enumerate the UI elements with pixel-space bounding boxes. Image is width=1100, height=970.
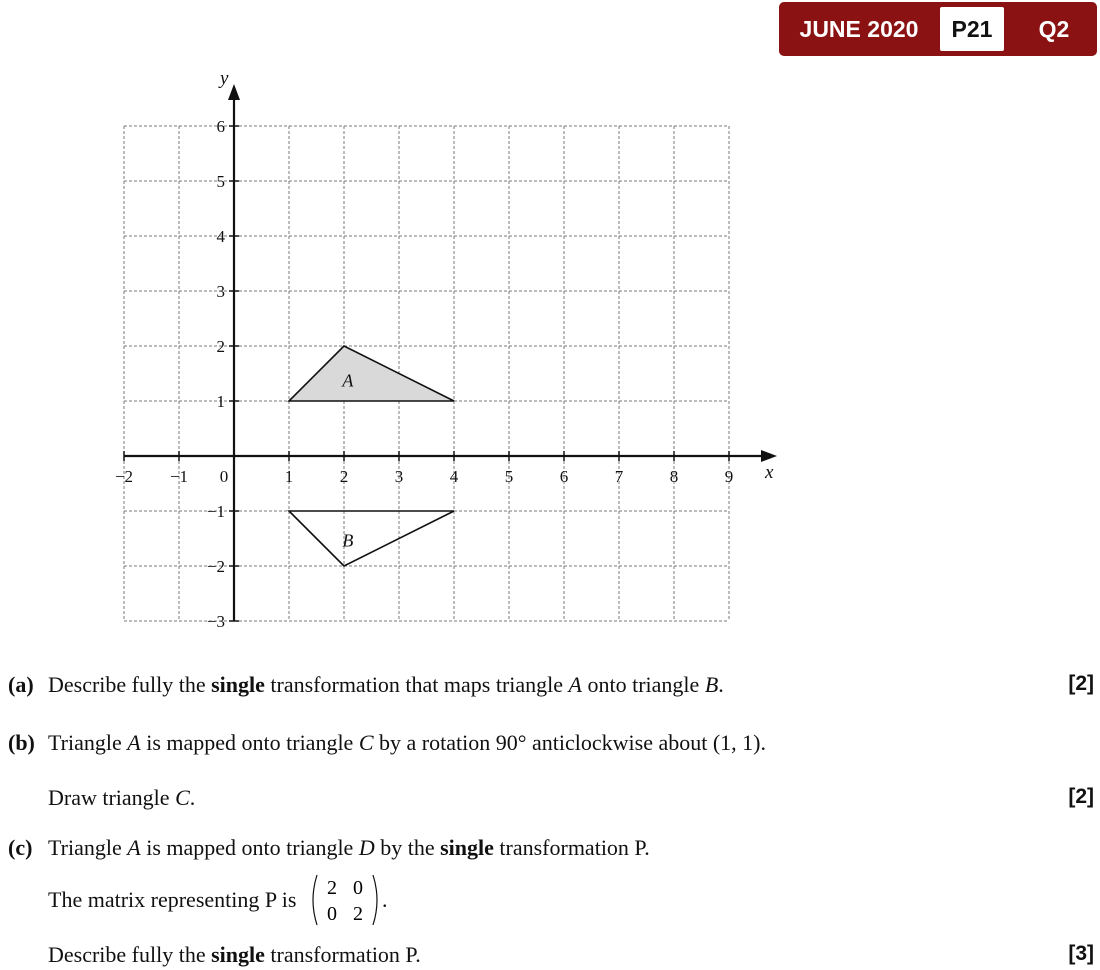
part-a-label: (a) [8,672,34,697]
coordinate-grid [0,0,800,640]
matrix-entry: 0 [352,877,363,899]
y-tick-label: 3 [216,282,225,301]
y-tick-label: 1 [216,392,225,411]
x-axis-arrow [761,450,777,462]
part-a-marks: [2] [1068,672,1094,695]
triangle-b [289,511,454,566]
y-tick-label: −3 [206,612,225,631]
triangle-b-label: B [342,530,354,551]
x-tick-label: 5 [504,467,514,486]
part-b-instruction: Draw triangle C. [48,785,196,810]
paper-number: P21 [940,7,1004,51]
y-tick-label: −2 [206,557,225,576]
x-tick-label: −2 [114,467,134,486]
transformation-matrix [308,872,382,928]
x-tick-label: 2 [339,467,349,486]
part-b-text: Triangle A is mapped onto triangle C by a rotation 90° anticlockwise about (1, 1). [48,730,766,755]
part-c-label: (c) [8,835,33,860]
matrix-entry: 2 [352,903,363,925]
part-b-marks: [2] [1068,785,1094,808]
x-tick-label: 0 [219,467,229,486]
x-axis-label: x [765,462,774,483]
part-a-text: Describe fully the single transformation that maps triangle A onto triangle B. [48,672,724,697]
triangle-a [289,346,454,401]
y-tick-label: 6 [216,117,225,136]
matrix-entry: 0 [326,903,337,925]
x-tick-label: 1 [284,467,294,486]
x-tick-label: 6 [559,467,569,486]
y-tick-label: 5 [216,172,225,191]
x-tick-label: −1 [169,467,189,486]
y-tick-label: 2 [216,337,225,356]
x-tick-label: 7 [614,467,624,486]
y-tick-label: −1 [206,502,225,521]
part-c-matrix-line: The matrix representing P is 2 0 0 2 . [48,872,387,928]
part-b-label: (b) [8,730,35,755]
y-axis-label: y [220,68,229,89]
exam-session: JUNE 2020 [799,16,919,42]
x-tick-label: 3 [394,467,404,486]
y-axis-arrow [228,84,240,100]
triangle-a-label: A [342,370,354,391]
exam-reference-badge [779,2,1097,56]
part-c-marks: [3] [1068,942,1094,965]
question-number: Q2 [1038,16,1070,42]
matrix-entry: 2 [326,877,337,899]
x-tick-label: 4 [449,467,459,486]
x-tick-label: 9 [724,467,734,486]
y-tick-label: 4 [216,227,225,246]
x-tick-label: 8 [669,467,679,486]
part-c-text: Triangle A is mapped onto triangle D by the single transformation P. [48,835,650,860]
part-c-instruction: Describe fully the single transformation P. [48,942,421,967]
